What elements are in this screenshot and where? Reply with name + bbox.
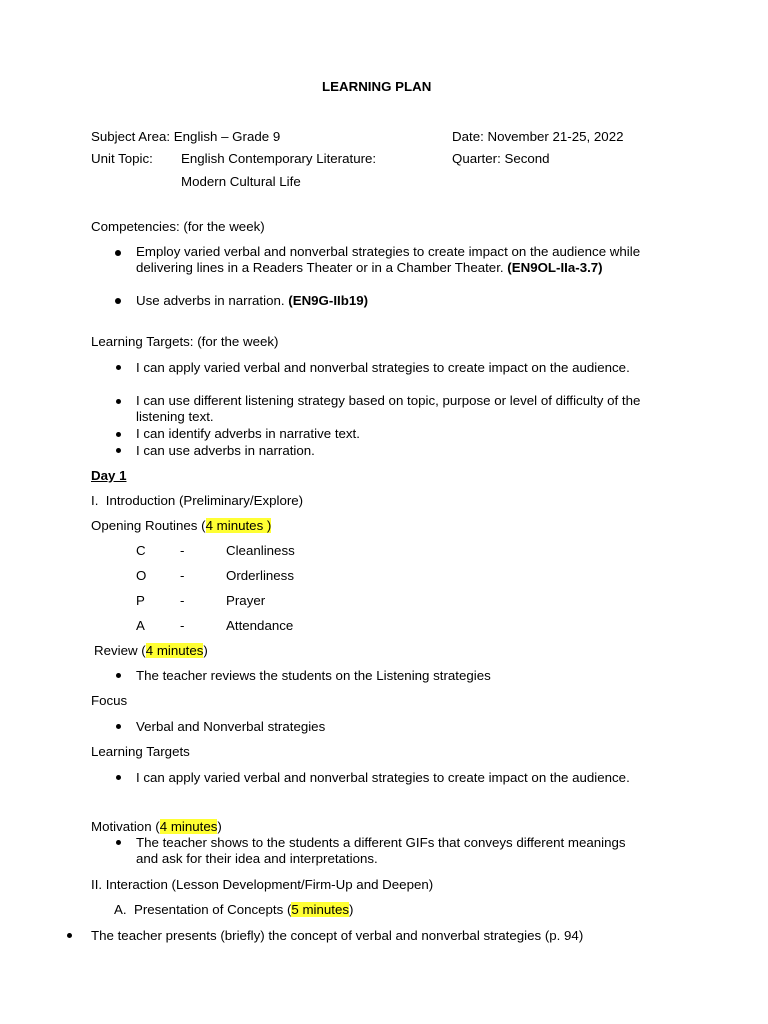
bullet-icon: [116, 775, 121, 780]
bullet-icon: [67, 933, 72, 938]
routine-word: Cleanliness: [226, 543, 295, 558]
routine-letter: O: [136, 568, 147, 583]
presentation-item: The teacher presents (briefly) the concept of verbal and nonverbal strategies (p. 94): [91, 928, 584, 943]
competencies-heading: Competencies: (for the week): [91, 219, 265, 234]
bullet-icon: [116, 448, 121, 453]
unit-topic-label: Unit Topic:: [91, 151, 153, 166]
unit-topic-line1: English Contemporary Literature:: [181, 151, 377, 166]
section-interaction: II. Interaction (Lesson Development/Firm-Up and Deepen): [91, 877, 434, 892]
focus-heading: Focus: [91, 693, 128, 708]
presentation-heading: A. Presentation of Concepts (5 minutes): [114, 902, 354, 917]
competency-item: Use adverbs in narration. (EN9G-IIb19): [136, 293, 369, 308]
bullet-icon: [116, 673, 121, 678]
motivation-item: The teacher shows to the students a different GIFs that conveys different meanings and ask for their idea and interpretations.: [136, 835, 626, 866]
opening-routines: Opening Routines (4 minutes ): [91, 518, 272, 533]
learning-target-item: I can apply varied verbal and nonverbal strategies to create impact on the audience.: [136, 360, 630, 375]
targets-item: I can apply varied verbal and nonverbal strategies to create impact on the audience.: [136, 770, 630, 785]
bullet-icon: [116, 432, 121, 437]
bullet-icon: [116, 724, 121, 729]
routine-word: Prayer: [226, 593, 266, 608]
routine-dash: -: [180, 543, 185, 558]
bullet-icon: [116, 840, 121, 845]
routine-word: Orderliness: [226, 568, 294, 583]
subject-area: Subject Area: English – Grade 9: [91, 129, 281, 144]
routine-dash: -: [180, 618, 185, 633]
quarter: Quarter: Second: [452, 151, 550, 166]
learning-target-item: I can identify adverbs in narrative text.: [136, 426, 360, 441]
learning-target-item: I can use adverbs in narration.: [136, 443, 315, 458]
day-heading: Day 1: [91, 468, 127, 483]
targets-heading: Learning Targets: [91, 744, 190, 759]
routine-letter: P: [136, 593, 145, 608]
bullet-icon: [116, 365, 121, 370]
bullet-icon: [115, 250, 121, 256]
bullet-icon: [116, 399, 121, 404]
learning-targets-heading: Learning Targets: (for the week): [91, 334, 279, 349]
page-title: LEARNING PLAN: [322, 79, 432, 94]
routine-dash: -: [180, 593, 185, 608]
bullet-icon: [115, 298, 121, 304]
routine-dash: -: [180, 568, 185, 583]
motivation-heading: Motivation (4 minutes): [91, 819, 222, 834]
review-heading: Review (4 minutes): [94, 643, 208, 658]
focus-item: Verbal and Nonverbal strategies: [136, 719, 326, 734]
routine-word: Attendance: [226, 618, 294, 633]
date: Date: November 21-25, 2022: [452, 129, 624, 144]
routine-letter: C: [136, 543, 146, 558]
unit-topic-line2: Modern Cultural Life: [181, 174, 301, 189]
competency-item: Employ varied verbal and nonverbal strategies to create impact on the audience while delivering lines in a Readers Theater or in a Chamber Theater. (EN9OL-IIa-3.7): [136, 244, 641, 275]
routine-letter: A: [136, 618, 145, 633]
review-item: The teacher reviews the students on the Listening strategies: [136, 668, 491, 683]
learning-target-item: I can use different listening strategy based on topic, purpose or level of difficulty of the listening text.: [136, 393, 641, 424]
section-introduction: I. Introduction (Preliminary/Explore): [91, 493, 304, 508]
